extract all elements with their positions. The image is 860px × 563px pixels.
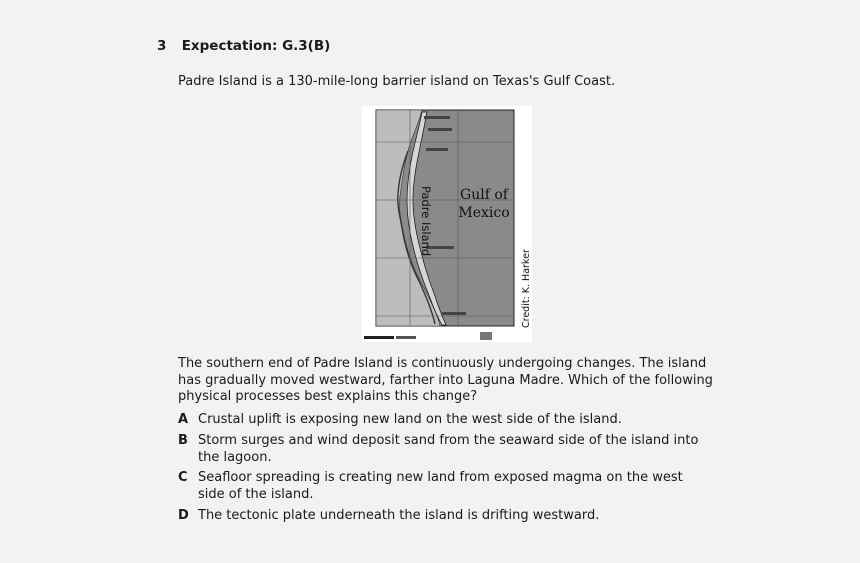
place-label-mark xyxy=(424,116,450,119)
choice-letter: D xyxy=(178,508,189,523)
question-number: 3 xyxy=(157,38,167,54)
choice-letter: B xyxy=(178,433,188,448)
question-stem: The southern end of Padre Island is continuously undergoing changes. The island has gradually moved westward, farther into Laguna Madre. Which of the following physical processes best explains this change? xyxy=(178,356,713,404)
credit-label: Credit: K. Harker xyxy=(521,249,532,328)
choice-d[interactable] xyxy=(178,508,708,525)
compass-mark xyxy=(480,332,492,340)
island-label: Padre Island xyxy=(419,186,433,257)
choice-text: The tectonic plate underneath the island is drifting westward. xyxy=(198,508,600,523)
scale-bar xyxy=(396,336,416,339)
choice-c[interactable] xyxy=(178,470,708,503)
choice-text: Crustal uplift is exposing new land on the west side of the island. xyxy=(198,412,622,427)
gulf-label-line2: Mexico xyxy=(458,205,510,221)
map-graphic xyxy=(362,106,532,342)
choice-b[interactable] xyxy=(178,433,708,466)
padre-island-map xyxy=(362,106,532,342)
scale-bar xyxy=(364,336,394,339)
gulf-label-line1: Gulf of xyxy=(460,187,508,203)
choice-letter: C xyxy=(178,470,188,485)
place-label-mark xyxy=(442,312,466,315)
choice-letter: A xyxy=(178,412,189,427)
choice-a[interactable] xyxy=(178,412,708,429)
question-header xyxy=(157,38,330,54)
choice-text: Storm surges and wind deposit sand from the seaward side of the island into the lagoon. xyxy=(198,433,699,465)
choice-text: Seafloor spreading is creating new land from exposed magma on the west side of the island. xyxy=(198,470,683,502)
intro-text: Padre Island is a 130-mile-long barrier island on Texas's Gulf Coast. xyxy=(178,74,616,89)
place-label-mark xyxy=(428,128,452,131)
place-label-mark xyxy=(426,148,448,151)
expectation-label: Expectation: G.3(B) xyxy=(181,38,331,54)
